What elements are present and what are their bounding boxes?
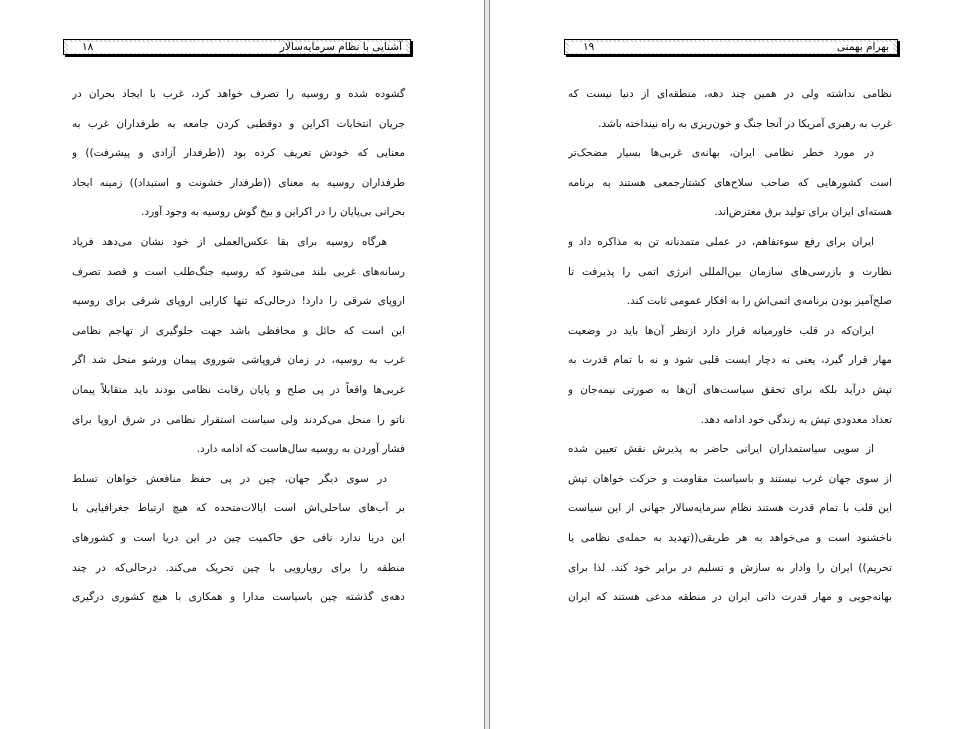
page-number: ۱۹ bbox=[583, 41, 595, 53]
page-right bbox=[489, 0, 975, 729]
body-text-left bbox=[72, 80, 405, 613]
text-line: جریان انتخابات اکراین و دوقطبی کردن جامعه به طرفداران غرب به bbox=[72, 117, 405, 130]
text-line: طرفداران روسیه به معنای ((طرفدار خشونت و استبداد)) زمینه ایجاد bbox=[72, 176, 405, 189]
text-line: غرب به رهبری آمریکا در آنجا جنگ و خون‌ریزی به راه نینداخته باشد. bbox=[598, 117, 892, 130]
text-line: دهه‌ی گذشته چین باسیاست مدارا و همکاری با هیچ کشوری درگیری bbox=[72, 591, 405, 604]
header-title: بهرام بهمنی bbox=[836, 41, 889, 53]
running-header-left bbox=[63, 39, 411, 55]
text-line: بحرانی بی‌پایان را در اکراین و بیخ گوش روسیه به وجود آورد. bbox=[141, 206, 405, 219]
text-line: تعداد معدودی تپش به زندگی خود ادامه دهد. bbox=[700, 413, 892, 426]
text-line: ایران برای رفع سوءتفاهم، در عملی متمدنانه تن به مذاکره داد و bbox=[568, 235, 874, 248]
text-line: ایران‌که در قلب خاورمیانه قرار دارد ازنظر آن‌ها باید در وضعیت bbox=[568, 324, 874, 337]
page-number: ۱۸ bbox=[82, 41, 94, 53]
text-line: صلح‌آمیز بودن برنامه‌ی اتمی‌اش را به افکار عمومی ثابت کند. bbox=[626, 295, 892, 308]
running-header-inner bbox=[569, 42, 893, 53]
text-line: مهار قرار گیرد، یعنی نه دچار ایست قلبی شود و نه با تمام قدرت به bbox=[568, 354, 892, 367]
text-line: از سویی سیاستمداران ایرانی حاضر به پذیرش نقش تعیین شده bbox=[568, 443, 874, 456]
text-line: هرگاه روسیه برای بقا عکس‌العملی از خود نشان می‌دهد فریاد bbox=[72, 235, 387, 248]
text-line: تحریم)) ایران را وادار به سازش و تسلیم در برابر خود کند. لذا برای bbox=[568, 561, 892, 574]
text-line: گشوده شده و روسیه را تصرف خواهد کرد، غرب با ایجاد بحران در bbox=[72, 88, 405, 100]
text-line: غربی‌ها واقعاً در پی صلح و پایان رقابت نظامی بودند باید متقابلاً پیمان bbox=[72, 383, 405, 396]
text-line: غرب به روسیه، در زمان فروپاشی شوروی پیمان ورشو منحل شد اگر bbox=[72, 354, 405, 367]
text-line: تپش درآید بلکه برای تحقق سیاست‌های آن‌ها به صورتی نیمه‌جان و bbox=[568, 383, 892, 396]
text-line: در مورد خطر نظامی ایران، بهانه‌ی غربی‌ها بسیار مضحک‌تر bbox=[568, 147, 874, 160]
text-line: از سوی جهان غرب نیستند و باسیاست مقاومت و حرکت خواهان تپش bbox=[568, 472, 892, 485]
text-line: معنایی که خودش تعریف کرده بود ((طرفدار آزادی و پیشرفت)) و bbox=[72, 147, 405, 160]
text-line: بهانه‌جویی و مهار قدرت ذاتی ایران در منطقه مدعی هستند که ایران bbox=[568, 591, 892, 604]
text-line: منطقه را برای رویارویی با چین تحریک می‌کند. درحالی‌که در چند bbox=[72, 561, 405, 574]
text-line: نظارت و بازرسی‌های سازمان بین‌المللی انرژی اتمی را پذیرفت تا bbox=[568, 265, 892, 278]
text-line: این قلب با تمام قدرت هستند نظام سرمایه‌سالار جهانی از این سیاست bbox=[568, 502, 892, 515]
header-title: آشنایی با نظام سرمایه‌سالار bbox=[279, 41, 402, 53]
text-line: این است که حائل و محافظی باشد جهت جلوگیری از تهاجم نظامی bbox=[72, 324, 405, 337]
text-line: نظامی نداشته ولی در همین چند دهه، منطقه‌ای از دنیا نیست که bbox=[568, 88, 892, 100]
text-line: رسانه‌های غربی بلند می‌شود که روسیه جنگ‌طلب است و قصد تصرف bbox=[72, 265, 405, 278]
text-line: ناتو را منحل می‌کردند ولی سیاست استقرار نظامی در شرق اروپا برای bbox=[72, 413, 405, 426]
page-left bbox=[0, 0, 485, 729]
text-line: ناخشنود است و می‌خواهد به هر طریقی((تهدید به حمله‌ی نظامی یا bbox=[568, 531, 892, 544]
text-line: بر آب‌های ساحلی‌اش است ایالات‌متحده که هیچ ارتباط جغرافیایی با bbox=[72, 502, 405, 515]
text-line: این دریا ندارد نافی حق حاکمیت چین در این دریا است و کشورهای bbox=[72, 531, 405, 544]
running-header-right bbox=[564, 39, 898, 55]
body-text-right bbox=[568, 80, 892, 613]
text-line: هسته‌ای ایران برای تولید برق معترض‌اند. bbox=[714, 206, 892, 219]
text-line: است کشورهایی که صاحب سلاح‌های کشتارجمعی هستند به برنامه bbox=[568, 176, 892, 189]
text-line: فشار آوردن به روسیه سال‌هاست که ادامه دارد. bbox=[196, 443, 405, 456]
text-line: اروپای شرقی را دارد! درحالی‌که تنها کارایی اروپای شرقی برای روسیه bbox=[72, 295, 405, 308]
text-line: در سوی دیگر جهان، چین در پی حفظ منافعش خواهان تسلط bbox=[72, 472, 387, 485]
running-header-inner bbox=[68, 42, 406, 53]
